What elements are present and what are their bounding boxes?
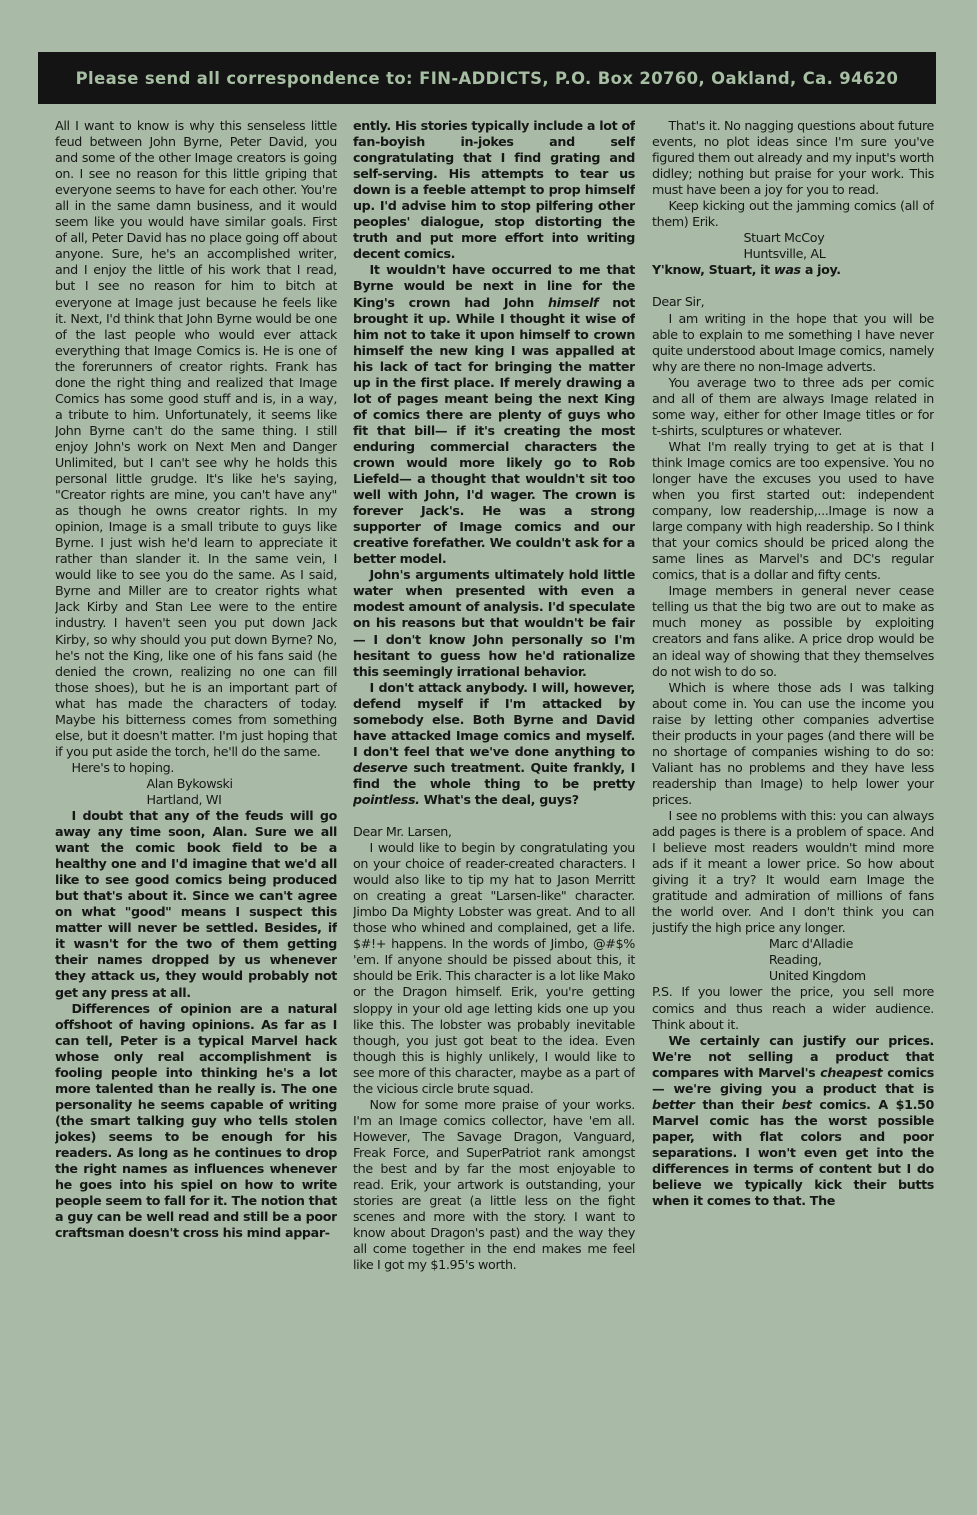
- reply-7-text-a: We certainly can justify our prices. We're not selling a product that compares with Marvel's: [652, 1032, 934, 1080]
- letter-3-postscript: P.S. If you lower the price, you sell more comics and thus reach a wider audience. Think about it.: [652, 984, 934, 1032]
- reply-3-text-a: It wouldn't have occurred to me that Byrne would be next in line for the King's crown had John: [353, 262, 635, 310]
- letter-3-signature-place-2: United Kingdom: [768, 968, 866, 984]
- reply-6-text-a: Y'know, Stuart, it: [652, 262, 774, 278]
- letter-2-paragraph-1: I would like to begin by congratulating you on your choice of reader-created characters. I would also like to tip my hat to Jason Merritt on creating a great "Larsen-like" character. Jimbo Da Mighty Lobster was great. And to all those who whined and complained, get a life. $#!+ happens. In the words of Jimbo, @#$% 'em. If anyone should be pissed about this, it should be Erik. This character is a lot like Mako or the Dragon himself. Erik, you're getting sloppy in your old age letting kids one up you like this. The lobster was probably inevitable though, you just got beat to the idea. Even though this is highly unlikely, I would like to see more of this character, maybe as a part of the vicious circle brute squad.: [353, 840, 635, 1096]
- reply-6-text-b: a joy.: [800, 262, 841, 278]
- letter-3-salutation: Dear Sir,: [652, 294, 705, 310]
- reply-3-emphasis: himself: [548, 294, 599, 310]
- letter-1-closing: Here's to hoping.: [71, 759, 175, 775]
- column-2: [353, 118, 635, 1503]
- letter-3-paragraph-2: You average two to three ads per comic and all of them are always Image related in some way, either for other Image titles or for t-shirts, sculptures or whatever.: [652, 374, 934, 438]
- reply-5-emphasis-2: pointless.: [353, 791, 420, 807]
- editor-reply-3: [353, 262, 635, 567]
- editor-reply-1: I doubt that any of the feuds will go away any time soon, Alan. Sure we all want the comic book field to be a healthy one and I'd imagine that we'd all like to see good comics being produced but that's about it. Since we can't agree on what "good" means I suspect this matter will never be settled. Besides, if it wasn't for the two of them getting their names dropped by us whenever they attack us, they would probably not get any press at all.: [55, 808, 337, 1000]
- letter-3-signature-place-1: Reading,: [768, 952, 822, 968]
- letter-3-paragraph-5: Which is where those ads I was talking about come in. You can use the income you raise by letting other companies advertise their products in your pages (and there will be no shortage of companies wishing to do so: Valiant has no problems and they have less readership than Image) to help lower your prices.: [652, 679, 934, 807]
- reply-7-text-c: than their: [694, 1096, 782, 1112]
- letter-3-signature-name: Marc d'Alladie: [768, 936, 854, 952]
- letter-3-paragraph-3: What I'm really trying to get at is that I think Image comics are too expensive. You no longer have the excuses you used to have when you first started out: independent company, low readership,...Image is now a large company with high readership. So I think that your comics should be priced along the same lines as Marvel's and DC's regular comics, that is a dollar and fifty cents.: [652, 438, 934, 583]
- letter-2-paragraph-4: Keep kicking out the jamming comics (all of them) Erik.: [652, 198, 934, 230]
- reply-3-text-b: not brought it up. While I thought it wise of him not to take it upon himself to crown himself the new king I was appalled at his lack of tact for bringing the matter up in the first place. If merely drawing a lot of pages meant being the next King of comics there are plenty of guys who fit that bill— if it's creating the most enduring commercial characters the crown would more likely go to Rob Liefeld— a thought that wouldn't sit too well with John, I'd wager. The crown is forever Jack's. He was a strong supporter of Image comics and our creative forefather. We couldn't ask for a better model.: [353, 294, 635, 567]
- reply-5-text-b: such treatment. Quite frankly, I find the whole thing to be pretty: [353, 759, 635, 791]
- letter-3-paragraph-1: I am writing in the hope that you will be able to explain to me something I have never quite understood about Image comics, namely why are there no non-Image adverts.: [652, 310, 934, 374]
- reply-5-text-c: What's the deal, guys?: [419, 791, 579, 807]
- letter-2-paragraph-3: That's it. No nagging questions about future events, no plot ideas since I'm sure you've figured them out already and my input's worth didley; nothing but praise for your work. This must have been a joy for you to read.: [652, 118, 934, 198]
- editor-reply-2: Differences of opinion are a natural offshoot of having opinions. As far as I can tell, Peter is a typical Marvel hack whose only real accomplishment is fooling people into thinking he's a lot more talented than he really is. The one personality he seems capable of writing (the smart talking guy who tells stolen jokes) seems to be enough for his readers. As long as he continues to drop the right names as influences whenever he goes into his spiel on how to write people seem to fall for it. The notion that a guy can be well read and still be a poor craftsman doesn't cross his mind appar-: [55, 1000, 337, 1241]
- reply-7-text-d: comics. A $1.50 Marvel comic has the worst possible paper, with flat colors and poor separations. I won't even get into the differences in terms of content but I do believe we typically kick their butts when it comes to that. The: [652, 1096, 934, 1209]
- banner-text: Please send all correspondence to: FIN-ADDICTS, P.O. Box 20760, Oakland, Ca. 94620: [75, 68, 899, 88]
- letter-1-signature-name: Alan Bykowski: [146, 775, 233, 791]
- letter-3-paragraph-4: Image members in general never cease telling us that the big two are out to make as much money as possible by exploiting creators and fans alike. A price drop would be an ideal way of showing that they themselves do not wish to do so.: [652, 583, 934, 679]
- editor-reply-7: [652, 1033, 934, 1210]
- column-1: [55, 118, 337, 1503]
- editor-reply-6: [652, 262, 934, 278]
- letter-3-paragraph-6: I see no problems with this: you can always add pages is there is a problem of space. And I believe most readers wouldn't mind more ads if it meant a lower price. So how about giving it a try? It would earn Image the gratitude and admiration of millions of fans the world over. And I don't think you can justify the high price any longer.: [652, 807, 934, 936]
- letter-1-signature-place: Hartland, WI: [146, 791, 222, 807]
- letter-2-paragraph-2: Now for some more praise of your works. I'm an Image comics collector, have 'em all. However, The Savage Dragon, Vanguard, Freak Force, and SuperPatriot rank amongst the best and by far the most enjoyable to read. Erik, your artwork is outstanding, your stories are great (a little less on the fight scenes and more with the story. I want to know about Dragon's past) and the way they all come together in the end makes me feel like I got my $1.95's worth.: [353, 1096, 635, 1273]
- editor-reply-4: John's arguments ultimately hold little water when presented with even a modest amount of analysis. I'd speculate on his reasons but that wouldn't be fair— I don't know John personally so I'm hesitant to guess how he'd rationalize this seemingly irrational behavior.: [353, 567, 635, 679]
- letter-2-signature-name: Stuart McCoy: [743, 230, 825, 246]
- letter-2-signature-place: Huntsville, AL: [743, 246, 826, 262]
- reply-5-text-a: I don't attack anybody. I will, however, defend myself if I'm attacked by somebody else. Both Byrne and David have attacked Image comics and myself. I don't feel that we've done anything to: [353, 679, 635, 759]
- column-3: [652, 118, 934, 1503]
- letter-2-salutation: Dear Mr. Larsen,: [353, 824, 452, 840]
- reply-7-emphasis-3: best: [781, 1096, 812, 1112]
- reply-7-emphasis-2: better: [652, 1096, 695, 1112]
- letter-1-body: All I want to know is why this senseless little feud between John Byrne, Peter David, you and some of the other Image creators is going on. I see no reason for this little griping that everyone seems to have for each other. You're all in the same damn business, and it would seem like you would have similar goals. First of all, Peter David has no place going off about anyone. Sure, he's an accomplished writer, and I enjoy the little of his work that I read, but I see no reason for him to bitch at everyone at Image just because he feels like it. Next, I'd think that John Byrne would be one of the last people who would ever attack everything that Image Comics is. He is one of the forerunners of creator rights. Frank has done the right thing and realized that Image Comics has some good stuff and is, in a way, a tribute to him. Unfortunately, it seems like John Byrne can't do the same thing. I still enjoy John's work on Next Men and Danger Unlimited, but I can't see why he holds this personal little grudge. It's like he's saying, "Creator rights are mine, you can't have any" as though he owns creator rights. In my opinion, Image is a small tribute to guys like Byrne. I just wish he'd learn to appreciate it rather than slander it. In the same vein, I would like to see you do the same. As I said, Byrne and Miller are to creator rights what Jack Kirby and Stan Lee were to the entire industry. I haven't seen you put down Jack Kirby, so why should you put down Byrne? No, he's not the King, like one of his fans said (he denied the crown, realizing no one can fill those shoes), but he is an important part of what has made the characters of today. Maybe his bitterness comes from something else, but it doesn't matter. I'm just hoping that if you put aside the torch, he'll do the same.: [55, 118, 337, 759]
- reply-5-emphasis-1: deserve: [353, 759, 408, 775]
- reply-7-emphasis-1: cheapest: [820, 1064, 883, 1080]
- reply-7-text-b: comics— we're giving you a product that is: [652, 1064, 934, 1096]
- editor-reply-5: [353, 680, 635, 808]
- editor-reply-2-continued: ently. His stories typically include a lot of fan-boyish in-jokes and self congratulating that I find grating and self-serving. His attempts to tear us down is a feeble attempt to prop himself up. I'd advise him to stop pilfering other peoples' dialogue, stop distorting the truth and put more effort into writing decent comics.: [353, 118, 635, 262]
- correspondence-banner: [38, 52, 936, 104]
- reply-6-emphasis: was: [773, 262, 801, 278]
